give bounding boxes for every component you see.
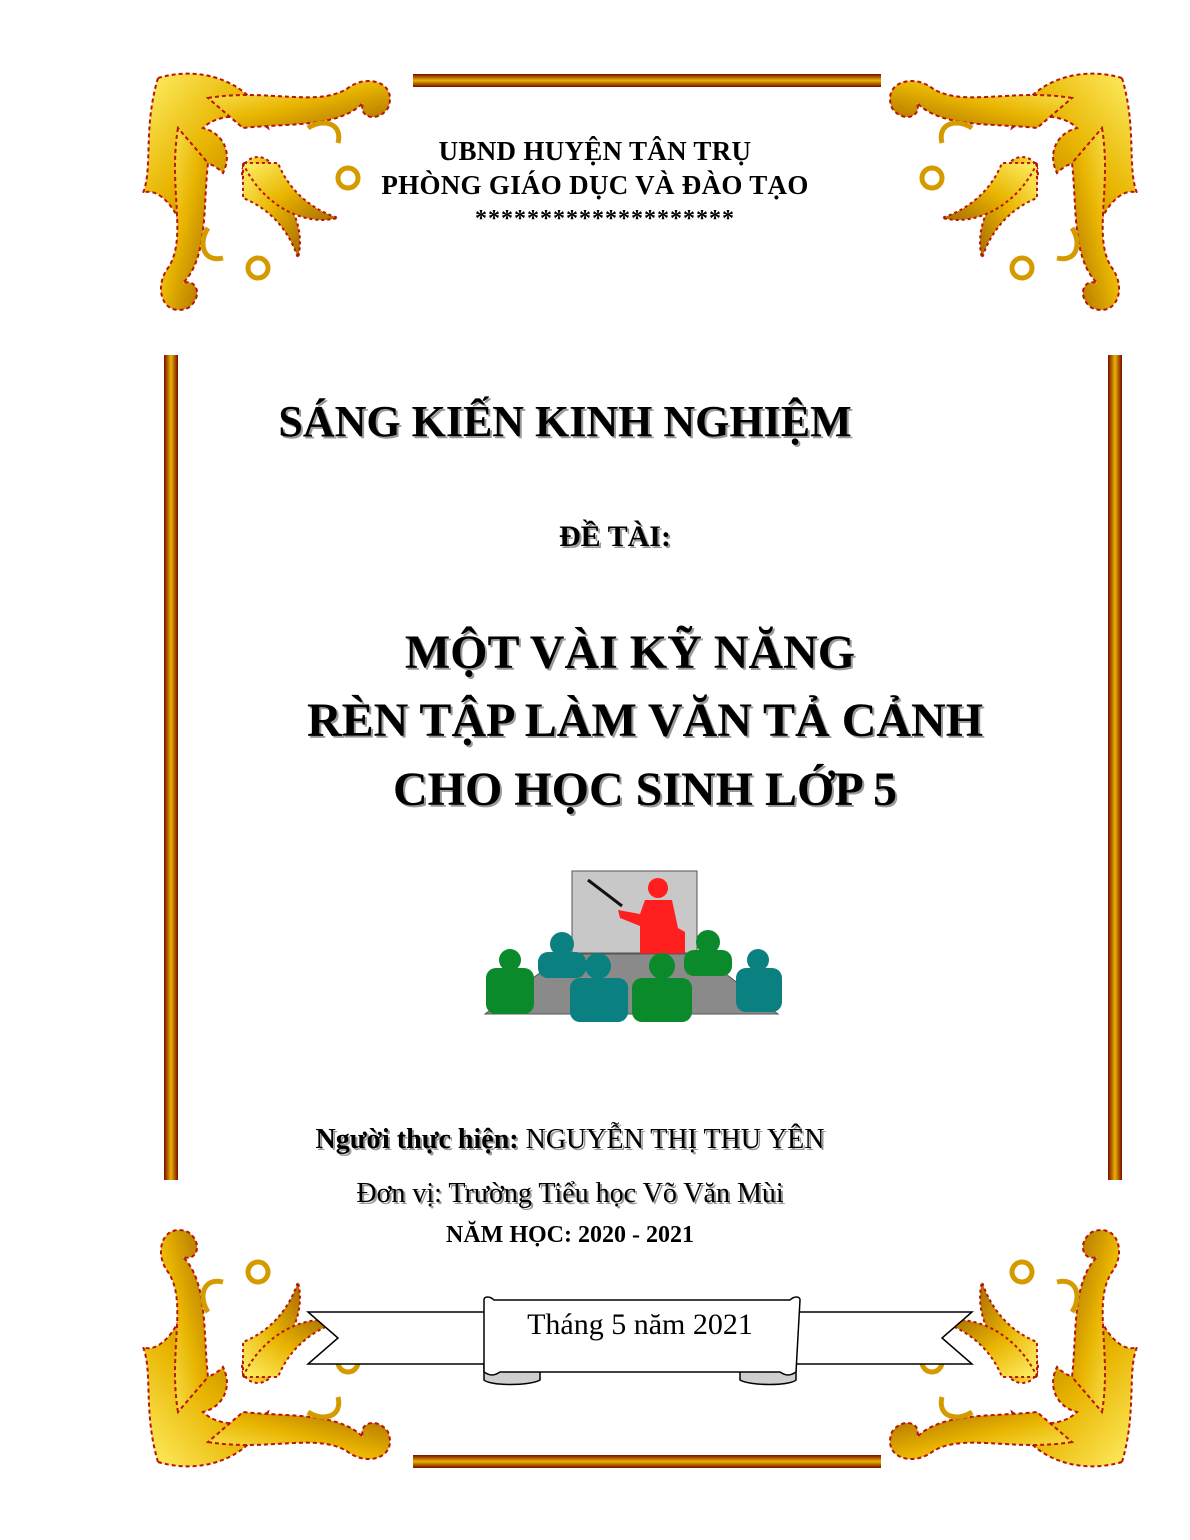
topic-label: ĐỀ TÀI: [559,520,671,553]
document-type-heading: SÁNG KIẾN KINH NGHIỆM [278,397,852,446]
author-line [0,1124,1165,1156]
department-name: PHÒNG GIÁO DỤC VÀ ĐÀO TẠO [381,170,809,200]
title-line-2: RÈN TẬP LÀM VĂN TẢ CẢNH [306,694,984,747]
header-divider: ******************** [475,206,735,232]
date-banner-text: Tháng 5 năm 2021 [527,1308,753,1341]
author-name: NGUYỄN THỊ THU YÊN [518,1124,825,1155]
agency-name: UBND HUYỆN TÂN TRỤ [438,136,752,166]
classroom-clipart-icon [480,866,785,1026]
frame-bar-bottom [413,1455,881,1468]
title-line-1: MỘT VÀI KỸ NĂNG [404,626,856,679]
title-line-3: CHO HỌC SINH LỚP 5 [392,763,898,816]
school-year: NĂM HỌC: 2020 - 2021 [446,1222,694,1248]
unit-line: Đơn vị: Trường Tiểu học Võ Văn Mùi [356,1178,784,1209]
author-label: Người thực hiện: [315,1124,519,1155]
frame-bar-top [413,74,881,87]
